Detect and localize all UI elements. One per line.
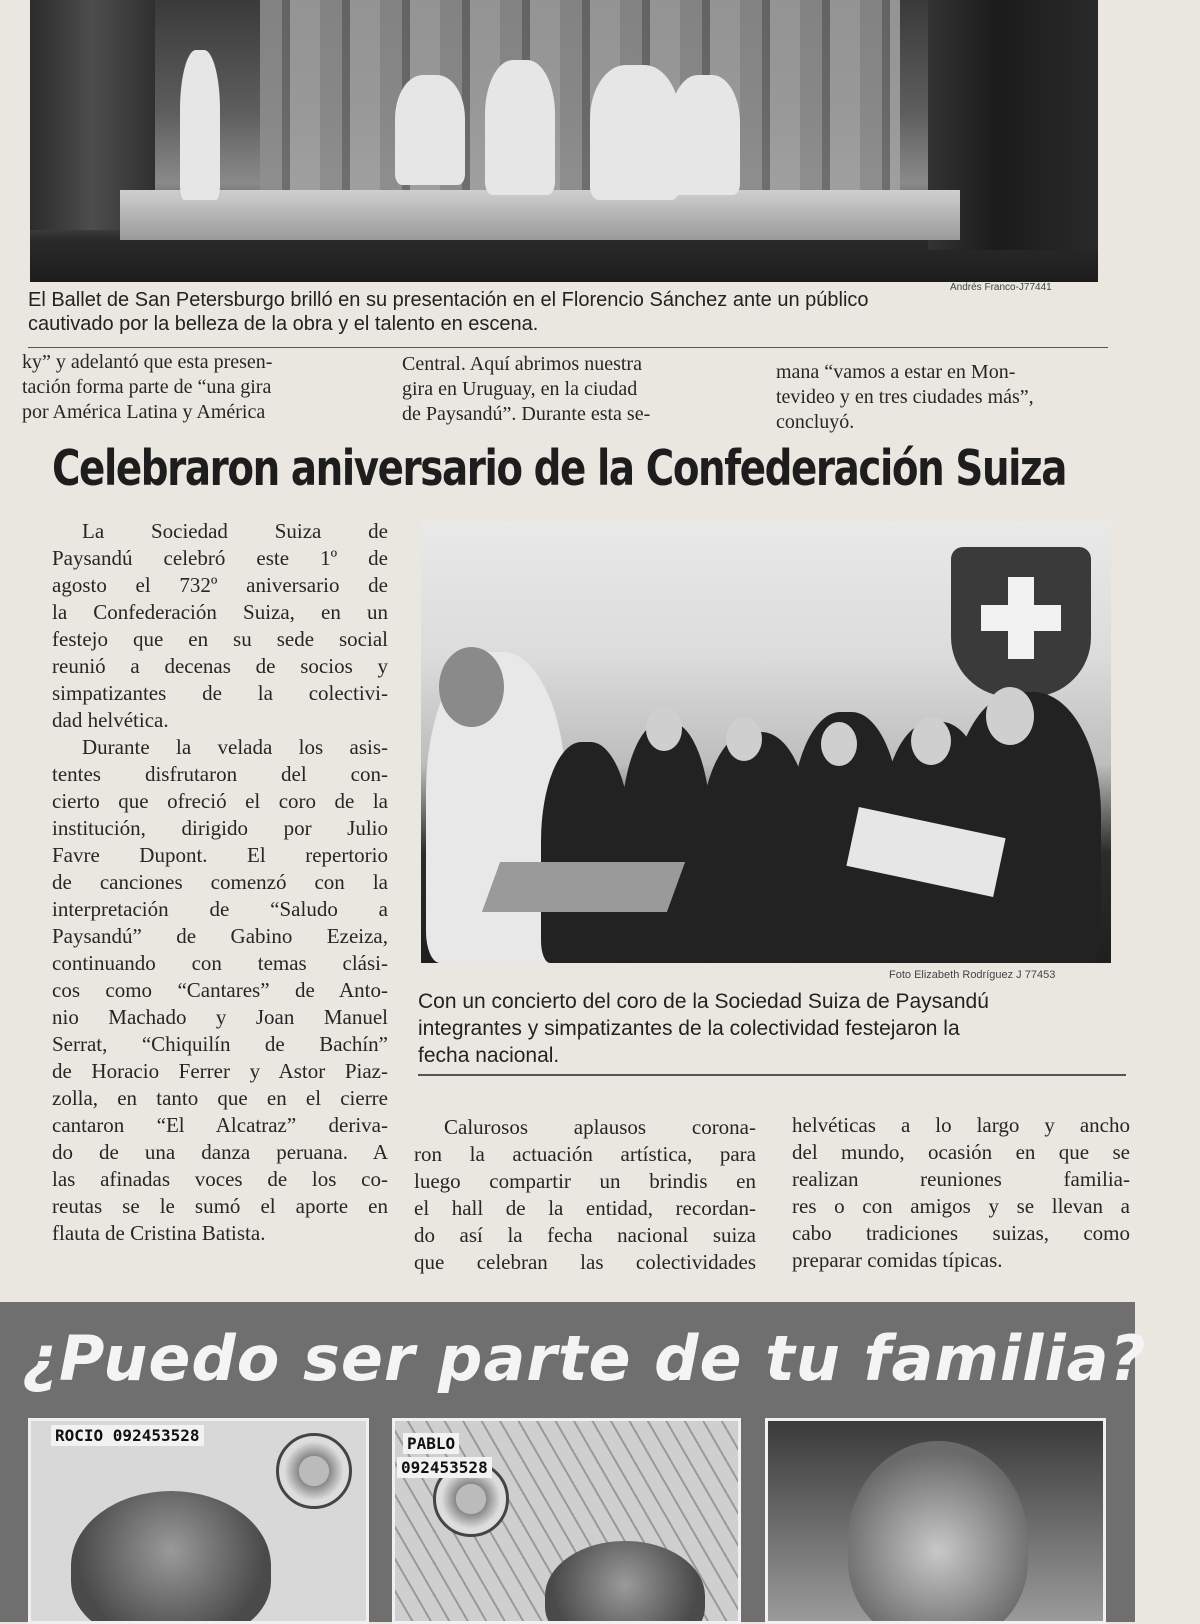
text-line: cierto que ofreció el coro de la [52, 789, 388, 813]
choir-photo [421, 522, 1111, 963]
singer-face [911, 717, 951, 765]
pet-name: PABLO [403, 1433, 459, 1454]
text-line: La Sociedad Suiza de [82, 519, 388, 543]
text-line: flauta de Cristina Batista. [52, 1221, 266, 1245]
text-line: tentes disfrutaron del con- [52, 762, 388, 786]
text-line: simpatizantes de la colectivi- [52, 681, 388, 705]
text-line: do de una danza peruana. A [52, 1140, 388, 1164]
caption-line: El Ballet de San Petersburgo brilló en su presentación en el Florencio Sánchez ante un público [28, 289, 869, 311]
keyboard-instrument [482, 862, 685, 912]
text-line: cantaron “El Alcatraz” deriva- [52, 1113, 388, 1137]
text-line: tación forma parte de “una gira [22, 376, 272, 398]
text-line: mana “vamos a estar en Mon- [776, 361, 1016, 383]
text-line: festejo que en su sede social [52, 627, 388, 651]
text-line: preparar comidas típicas. [792, 1248, 1003, 1272]
text-line: nio Machado y Joan Manuel [52, 1005, 388, 1029]
text-line: Durante la velada los asis- [82, 735, 388, 759]
text-line: Paysandú celebró este 1º de [52, 546, 388, 570]
text-line: zolla, en tanto que en el cierre [52, 1086, 388, 1110]
pet-card [392, 1418, 741, 1624]
dancer-figure [180, 50, 220, 200]
text-line: res o con amigos y se llevan a [792, 1194, 1130, 1218]
text-line: de Paysandú”. Durante esta se- [402, 403, 651, 425]
text-line: cabo tradiciones suizas, como [792, 1221, 1130, 1245]
pet-card [765, 1418, 1106, 1624]
text-line: que celebran las colectividades [414, 1250, 756, 1274]
choir-photo-caption [418, 988, 1118, 1069]
singer-figure [621, 722, 711, 963]
caption-line: cautivado por la belleza de la obra y el talento en escena. [28, 313, 539, 335]
stage-backdrop [260, 0, 900, 190]
article-middle-column [414, 1114, 756, 1276]
text-line: Paysandú” de Gabino Ezeiza, [52, 924, 388, 948]
pet-card [28, 1418, 369, 1624]
conductor-head [439, 647, 504, 727]
text-line: de Horacio Ferrer y Astor Piaz- [52, 1059, 388, 1083]
dancer-figure [395, 75, 465, 185]
text-line: Calurosos aplausos corona- [444, 1115, 756, 1139]
singer-face [646, 707, 682, 751]
singer-face [986, 687, 1034, 745]
text-line: cos como “Cantares” de Anto- [52, 978, 388, 1002]
text-line: tevideo y en tres ciudades más”, [776, 386, 1034, 408]
choir-photo-credit: Foto Elizabeth Rodríguez J 77453 [889, 969, 1056, 981]
pet-phone: 092453528 [397, 1457, 492, 1478]
text-line: institución, dirigido por Julio [52, 816, 388, 840]
prev-article-col-2 [402, 352, 742, 427]
text-line: Serrat, “Chiquilín de Bachín” [52, 1032, 388, 1056]
text-line: concluyó. [776, 411, 855, 433]
caption-line: fecha nacional. [418, 1044, 560, 1067]
article-headline: Celebraron aniversario de la Confederación Suiza [52, 440, 1066, 497]
caption-line: integrantes y simpatizantes de la colectividad festejaron la [418, 1017, 960, 1040]
caption-line: Con un concierto del coro de la Sociedad Suiza de Paysandú [418, 990, 989, 1013]
article-right-column [792, 1112, 1130, 1274]
stage-floor [120, 190, 960, 240]
swiss-cross-icon [951, 547, 1091, 697]
text-line: dad helvética. [52, 708, 169, 732]
dancer-figure [485, 60, 555, 195]
text-line: ron la actuación artística, para [414, 1142, 756, 1166]
text-line: continuando con temas clási- [52, 951, 388, 975]
shelter-seal-icon [276, 1433, 352, 1509]
text-line: el hall de la entidad, recordan- [414, 1196, 756, 1220]
text-line: gira en Uruguay, en la ciudad [402, 378, 638, 400]
dancer-figure [670, 75, 740, 195]
ballet-photo [30, 0, 1098, 282]
singer-face [726, 717, 762, 761]
text-line: do así la fecha nacional suiza [414, 1223, 756, 1247]
article-left-column [52, 518, 388, 1247]
singer-figure [541, 742, 631, 963]
text-line: las afinadas voces de los co- [52, 1167, 388, 1191]
text-line: por América Latina y América [22, 401, 266, 423]
singer-face [821, 722, 857, 766]
pet-name-phone: ROCIO 092453528 [51, 1425, 204, 1446]
text-line: helvéticas a lo largo y ancho [792, 1113, 1130, 1137]
text-line: Favre Dupont. El repertorio [52, 843, 388, 867]
text-line: interpretación de “Saludo a [52, 897, 388, 921]
dog-photo [71, 1491, 271, 1624]
text-line: luego compartir un brindis en [414, 1169, 756, 1193]
prev-article-col-1 [22, 350, 372, 425]
prev-article-col-3 [776, 360, 1106, 435]
text-line: Central. Aquí abrimos nuestra [402, 353, 642, 375]
text-line: del mundo, ocasión en que se [792, 1140, 1130, 1164]
dancer-figure [590, 65, 680, 200]
text-line: reunió a decenas de socios y [52, 654, 388, 678]
ballet-photo-credit: Andrés Franco-J77441 [950, 282, 1052, 293]
adoption-title: ¿Puedo ser parte de tu familia? [22, 1322, 1147, 1395]
text-line: ky” y adelantó que esta presen- [22, 351, 273, 373]
text-line: agosto el 732º aniversario de [52, 573, 388, 597]
ballet-photo-caption [28, 288, 1108, 336]
text-line: la Confederación Suiza, en un [52, 600, 388, 624]
text-line: realizan reuniones familia- [792, 1167, 1130, 1191]
divider [418, 1074, 1126, 1076]
divider [28, 347, 1108, 348]
text-line: reutas se le sumó el aporte en [52, 1194, 388, 1218]
text-line: de canciones comenzó con la [52, 870, 388, 894]
